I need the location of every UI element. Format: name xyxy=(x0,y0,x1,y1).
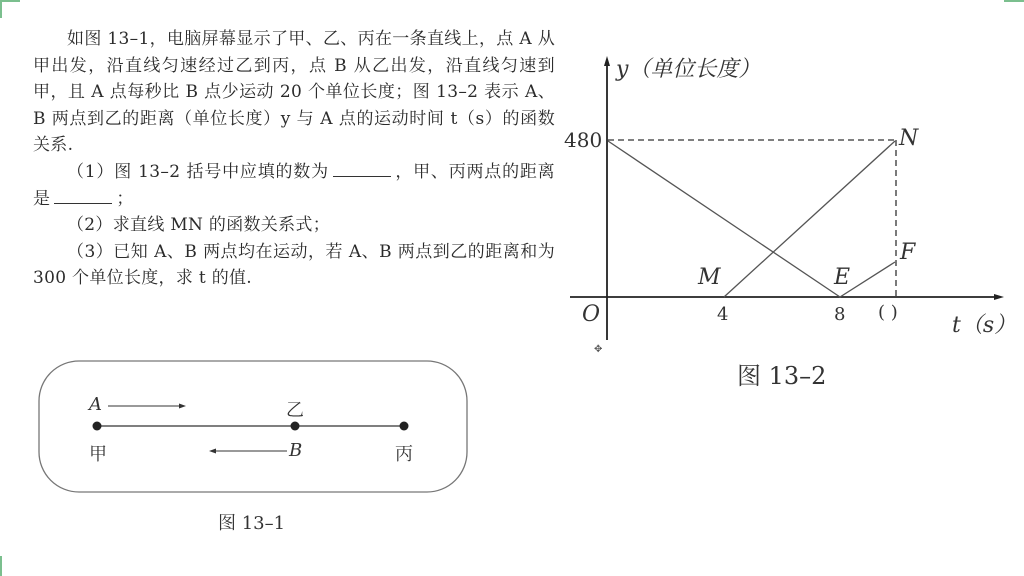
chart-plot xyxy=(560,40,1020,360)
figure-13-2-chart xyxy=(560,40,1020,400)
frame-corner xyxy=(0,0,2,18)
point-m-label: M xyxy=(698,265,721,290)
point-f-label: F xyxy=(900,240,916,265)
y-axis-label: y（单位长度） xyxy=(616,57,761,82)
x-tick-blank: ( ) xyxy=(878,302,898,323)
question-1-end: ； xyxy=(116,188,134,209)
frame-corner xyxy=(1004,0,1024,2)
question-1-text-2: ，甲、丙两点的距离是 xyxy=(33,161,555,209)
figure-13-1 xyxy=(38,360,470,494)
point-e-label: E xyxy=(834,265,851,290)
point-a-label: A xyxy=(89,394,102,415)
question-1 xyxy=(33,159,555,212)
problem-text xyxy=(33,26,555,292)
figure-13-1-drawing xyxy=(38,360,470,494)
y-tick-480: 480 xyxy=(564,128,603,152)
move-cursor-icon: ✥ xyxy=(594,344,603,355)
question-1-text: （1）图 13–2 括号中应填的数为 xyxy=(67,161,329,182)
point-bing-label: 丙 xyxy=(395,444,413,465)
figure-13-2-caption: 图 13–2 xyxy=(737,362,827,390)
origin-label: O xyxy=(582,302,601,327)
point-n-label: N xyxy=(899,126,919,151)
question-3: （3）已知 A、B 两点均在运动，若 A、B 两点到乙的距离和为 300 个单位长度，求 t 的值. xyxy=(33,241,555,289)
x-axis-label: t（s） xyxy=(952,313,1017,338)
answer-blank-1[interactable] xyxy=(333,162,391,177)
figure-13-1-caption: 图 13–1 xyxy=(218,513,286,534)
answer-blank-2[interactable] xyxy=(54,189,112,204)
frame-corner xyxy=(0,0,20,2)
x-tick-8: 8 xyxy=(834,304,846,325)
point-yi-label: 乙 xyxy=(286,400,304,421)
point-jia-label: 甲 xyxy=(89,444,107,465)
point-b-label: B xyxy=(289,440,303,461)
x-tick-4: 4 xyxy=(717,304,729,325)
problem-intro: 如图 13–1，电脑屏幕显示了甲、乙、丙在一条直线上，点 A 从甲出发，沿直线匀速经过乙到丙，点 B 从乙出发，沿直线匀速到甲，且 A 点每秒比 B 点少运动 20 个单位长度；图 13–2 表示 A、B 两点到乙的距离（单位长度）y 与 A 点的运动时间 t（s）的函数关系. xyxy=(33,29,555,156)
frame-corner xyxy=(0,556,2,576)
question-2: （2）求直线 MN 的函数关系式； xyxy=(67,215,331,236)
